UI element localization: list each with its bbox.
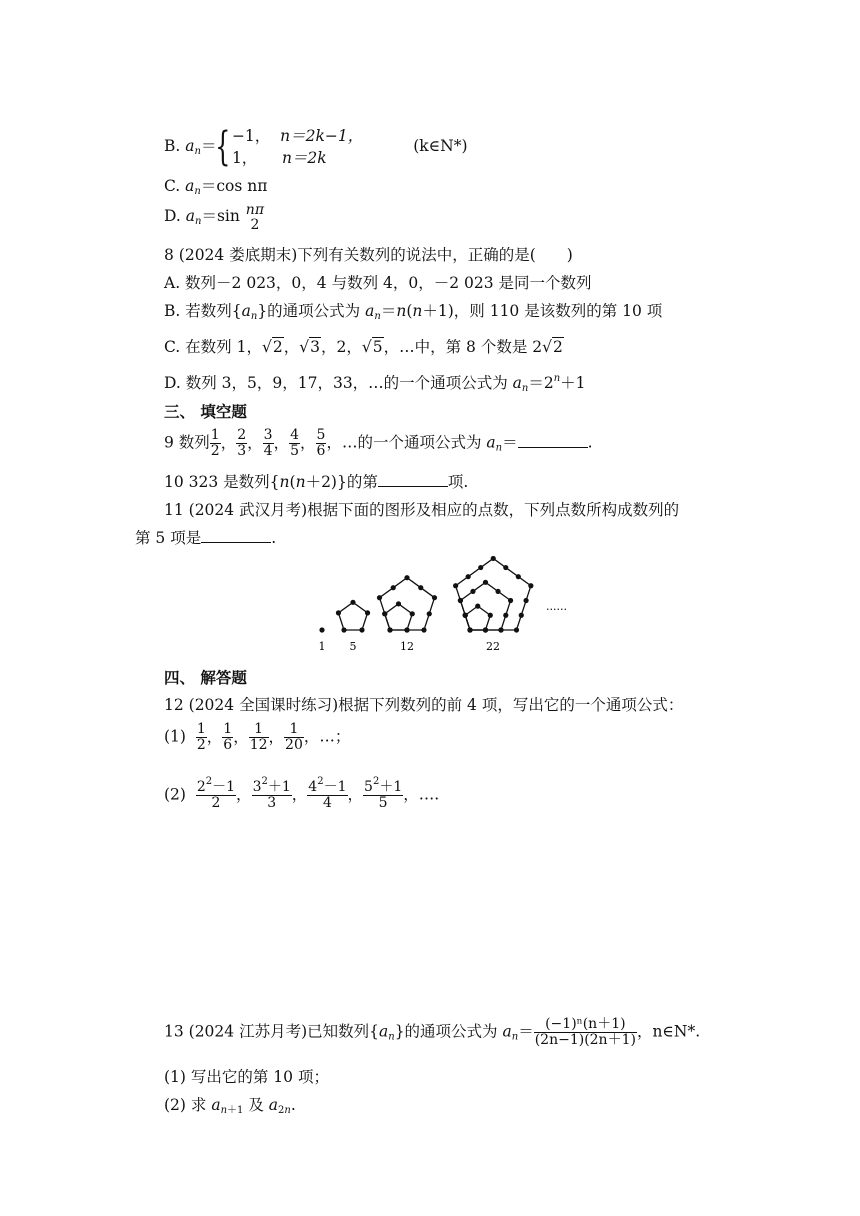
brace-symbol: { (215, 124, 231, 170)
figure-dot (365, 610, 370, 615)
q13-part2: (2) 求 $a_{n+1}$ 及 $a_{2n}$. (164, 1096, 296, 1116)
answer-blank[interactable] (518, 433, 588, 448)
figure-dot (387, 627, 392, 632)
fraction: $\frac{5}{6}$ (316, 427, 326, 459)
figure-dot (453, 583, 458, 588)
q13-stem: 13 (2024 江苏月考)已知数列$\{a_n\}$的通项公式为 $a_n=$ $\frac{\text{(−1)ⁿ(n＋1)}}{(2n-1)(2n+1)}$ ，n∈N*. (164, 1016, 701, 1048)
q12-stem: 12 (2024 全国课时练习)根据下列数列的前 4 项，写出它的一个通项公式： (164, 696, 684, 714)
figure-dot (463, 613, 468, 618)
figure-dot (382, 611, 387, 616)
figure-dot (495, 589, 500, 594)
figure-dot (523, 598, 528, 603)
figure-label-5: 5 (349, 640, 357, 653)
figure-dot (470, 589, 475, 594)
figure-dot (488, 613, 493, 618)
figure-dot (359, 627, 364, 632)
fraction: $\frac{1}{12}$ (249, 721, 268, 753)
piecewise-cases: −1， n＝2k−1， 1， n＝2k (231, 127, 364, 167)
figure-dot (350, 600, 355, 605)
q8-option-c: C. 在数列 1，√2，√3，2，√5，…中，第 8 个数是 2√2 (164, 338, 563, 356)
figure-label-22: 22 (486, 640, 500, 653)
figure-dot (377, 595, 382, 600)
figure-pentagon (379, 578, 434, 630)
section-heading-fill-in: 三、 填空题 (164, 403, 247, 421)
q11-line1: 11 (2024 武汉月考)根据下面的图形及相应的点数，下列点数所构成数列的 (164, 501, 680, 519)
fraction: $\frac{1}{2}$ (210, 427, 220, 459)
q12-part2: (2) $\frac{2^2-1}{2}$ ， $\frac{3^2+1}{3}$ ， $\frac{4^2-1}{4}$ ， $\frac{5^2+1}{5}$ ，…. (164, 776, 440, 811)
figure-dot (418, 585, 423, 590)
q8-stem: 8 (2024 娄底期末)下列有关数列的说法中，正确的是( ) (164, 246, 573, 264)
figure-dot (503, 565, 508, 570)
figure-dot (528, 583, 533, 588)
figure-dot (410, 611, 415, 616)
q8-option-a: A. 数列－2 023，0，4 与数列 4，0，－2 023 是同一个数列 (164, 274, 592, 292)
q12-fraction-list: $\frac{1}{2}$ ， $\frac{1}{6}$ ， $\frac{1}{12}$ ， $\frac{1}{20}$ (196, 721, 303, 753)
pentagonal-dot-figure (310, 548, 590, 658)
figure-dot (421, 627, 426, 632)
figure-dot (404, 575, 409, 580)
answer-blank[interactable] (201, 528, 271, 543)
figure-dot (466, 574, 471, 579)
q9: 9 数列 $\frac{1}{2}$ ， $\frac{2}{3}$ ， $\frac{3}{4}$ ， $\frac{4}{5}$ ， $\frac{5}{6}$ ，…的一个通项公式为 $a_n=$ . (164, 427, 593, 459)
figure-dot (458, 598, 463, 603)
fraction: $\frac{4}{5}$ (290, 427, 300, 459)
figure-dot (491, 556, 496, 561)
q12-part1: (1) $\frac{1}{2}$ ， $\frac{1}{6}$ ， $\frac{1}{12}$ ， $\frac{1}{20}$ ，…； (164, 721, 351, 753)
fraction: $\frac{3}{4}$ (263, 427, 273, 459)
q9-fraction-list: $\frac{1}{2}$ ， $\frac{2}{3}$ ， $\frac{3}{4}$ ， $\frac{4}{5}$ ， $\frac{5}{6}$ (210, 427, 326, 459)
section-heading-solve: 四、 解答题 (164, 669, 247, 687)
figure-pentagon (338, 602, 367, 630)
figure-dot (514, 627, 519, 632)
fraction: $\frac{2}{3}$ (237, 427, 247, 459)
figure-dot (508, 598, 513, 603)
figure-dot (319, 627, 324, 632)
figure-dot (483, 627, 488, 632)
figure-dot (404, 627, 409, 632)
figure-dot (341, 627, 346, 632)
figure-dot (516, 574, 521, 579)
figure-dot (467, 627, 472, 632)
q8-option-d: D. 数列 3，5，9，17，33，…的一个通项公式为 $a_n=2^n+1$ (164, 373, 586, 394)
figure-dot (391, 585, 396, 590)
q8-option-b: B. 若数列$\{a_n\}$的通项公式为 $a_n=n(n+1)$，则 110 是该数列的第 10 项 (164, 302, 663, 322)
figure-dot (336, 610, 341, 615)
figure-label-12: 12 (400, 640, 414, 653)
answer-blank[interactable] (378, 472, 448, 487)
q11-line2: 第 5 项是 . (135, 529, 277, 547)
figure-dot (503, 613, 508, 618)
fraction: $\frac{1}{2}$ (196, 721, 206, 753)
figure-dot (475, 604, 480, 609)
fraction: $\frac{1}{6}$ (223, 721, 233, 753)
q7-option-b: B. $a_n=${ −1， n＝2k−1， 1， n＝2k (k∈N*) (164, 124, 468, 170)
q7-option-d: D. $a_n=\sin$ nπ 2 (164, 202, 265, 233)
figure-dot (483, 580, 488, 585)
figure-dot (519, 613, 524, 618)
figure-dot (498, 627, 503, 632)
figure-label-1: 1 (318, 640, 326, 653)
fraction: $\frac{1}{20}$ (285, 721, 303, 753)
figure-dot (396, 601, 401, 606)
figure-dot (432, 595, 437, 600)
q10: 10 323 是数列{n(n＋2)}的第 项. (164, 473, 469, 491)
figure-dot (427, 611, 432, 616)
q7-option-c: C. $a_n=\cos$ nπ (164, 177, 268, 197)
figure-pentagon (456, 558, 531, 630)
q13-part1: (1) 写出它的第 10 项； (164, 1068, 329, 1086)
figure-ellipsis: ...... (546, 600, 567, 613)
figure-dot (478, 565, 483, 570)
